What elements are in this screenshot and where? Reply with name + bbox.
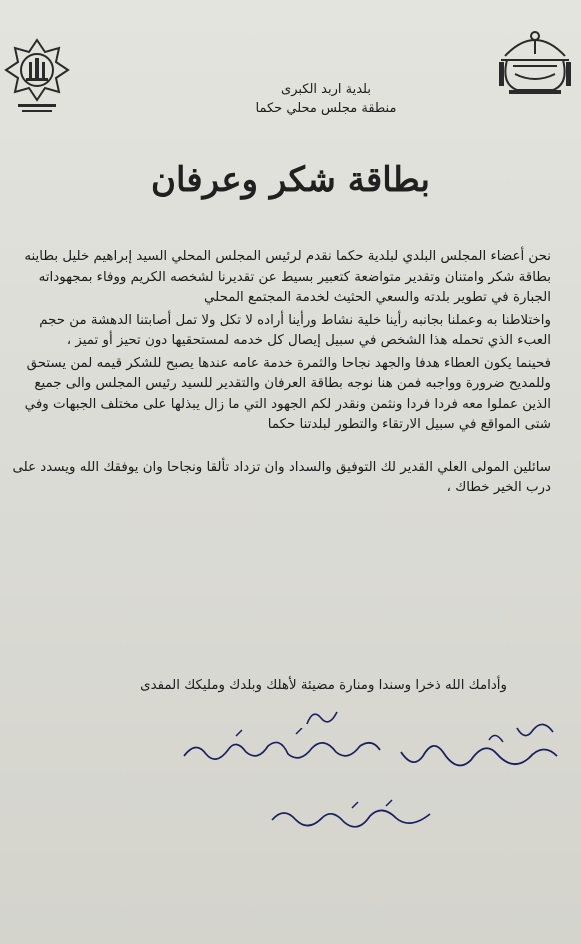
crown-emblem-icon xyxy=(495,26,575,98)
paragraph-3: فحينما يكون العطاء هدفا والجهد نجاحا والثمرة خدمة عامه عندها يصبح للشكر قيمه لمن يستحق وللمديح ضرورة وواجبه فمن هنا نوجه بطاقة العرفان والتقدير للسيد رئيس المجلس والى جميع الذين عملوا معه فردا فردا ونثمن ونقدر لكم الجهود التي ما زال يبذلها على مختلف الجبهات وفي شتى المواقع في سبيل الارتقاء والتطور لبلدتنا حكما xyxy=(24,355,551,432)
document-title: بطاقة شكر وعرفان xyxy=(151,160,430,200)
paragraph-4: سائلين المولى العلي القدير لك التوفيق والسداد وان تزداد تألقا ونجاحا وان يوفقك الله ويسدد على درب الخير خطاك ، xyxy=(12,459,551,495)
signature-small-top xyxy=(303,704,343,730)
letterhead xyxy=(241,80,411,118)
letterhead-municipality: بلدية اربد الكبرى xyxy=(281,82,371,97)
closing-line: وأدامك الله ذخرا وسندا ومنارة مضيئة لأهلك وبلدك ومليكك المفدى xyxy=(140,678,507,693)
paragraph-1: نحن أعضاء المجلس البلدي لبلدية حكما نقدم لرئيس المجلس المحلي السيد إبراهيم خليل بطاينه بطاقة شكر وامتنان وتقدير متواضعة كتعبير بسيط عن تقديرنا لشخصه الكريم ووفاء بمجهوداته الجبارة في تطوير بلدته والسعي الحثيث لخدمة المجتمع المحلي xyxy=(24,249,551,305)
paragraph-2: واختلاطنا به وعملنا بجانبه رأينا خلية نشاط ورأينا أراده لا تكل ولا تمل أصابتنا الدهشة من حجم العبء الذي تحمله هذا الشخص في سبيل إيصال كل خدمه لمستحقيها دون تحيز أو تميز ، xyxy=(39,312,551,348)
signature-center xyxy=(176,728,386,768)
signature-right xyxy=(393,712,563,782)
letter-body xyxy=(12,247,551,499)
letterhead-council: منطقة مجلس محلي حكما xyxy=(255,101,397,116)
municipality-emblem-icon xyxy=(4,38,70,122)
signature-bottom xyxy=(266,796,436,838)
